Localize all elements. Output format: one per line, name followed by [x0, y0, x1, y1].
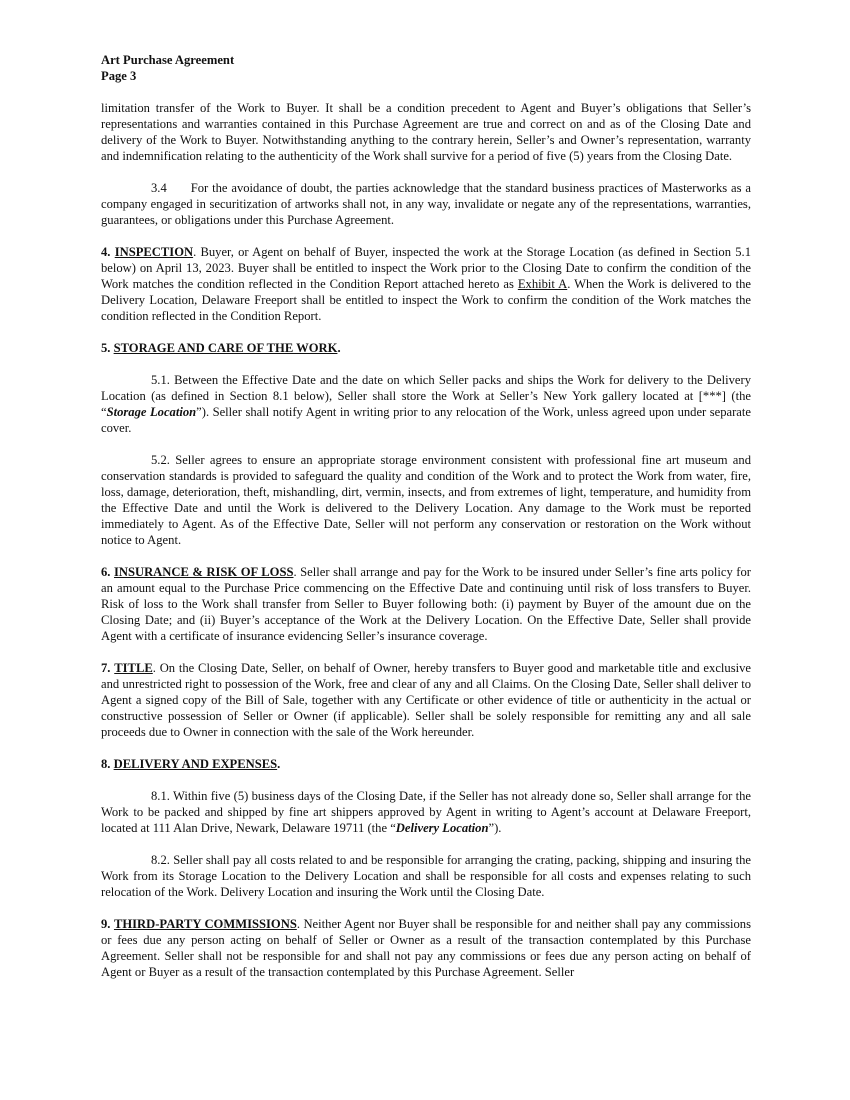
document-title: Art Purchase Agreement: [101, 53, 235, 67]
section-number: 4.: [101, 245, 111, 259]
paragraph-8-1: [101, 788, 751, 836]
section-number: 7.: [101, 661, 111, 675]
section-title: INSURANCE & RISK OF LOSS: [113, 565, 294, 579]
section-title: DELIVERY AND EXPENSES: [113, 757, 278, 771]
section-9-commissions: [101, 916, 751, 980]
section-title: STORAGE AND CARE OF THE WORK: [113, 341, 338, 355]
section-5-heading: 5. STORAGE AND CARE OF THE WORK.: [101, 341, 341, 355]
section-text: . When the Work is delivered to the Delivery Location, Delaware Freeport shall be entitled to inspect the Work to confirm the condition of the Work matches the condition reflected in the Condition Report.: [101, 277, 751, 323]
defined-term: Storage Location: [106, 405, 197, 419]
paragraph-3-4: [101, 180, 751, 228]
section-6-insurance: [101, 564, 751, 644]
section-title: THIRD-PARTY COMMISSIONS: [113, 917, 297, 931]
section-number: 3.4: [151, 181, 167, 195]
paragraph-text: For the avoidance of doubt, the parties acknowledge that the standard business practices of Masterworks as a company engaged in securitization of artworks shall not, in any way, invalidate or negate any of the representations, warranties, guarantees, or obligations under this Purchase Agreement.: [101, 181, 751, 227]
section-number: 9.: [101, 917, 111, 931]
section-text: . Seller shall arrange and pay for the Work to be insured under Seller’s fine arts policy for an amount equal to the Purchase Price commencing on the Effective Date and continuing until risk of loss transfers to Buyer. Risk of loss to the Work shall transfer from Seller to Buyer following both: (i) payment by Buyer of the amount due on the Closing Date; and (ii) Buyer’s acceptance of the Work at the Delivery Location. On the Effective Date, Seller shall provide Agent with a certificate of insurance evidencing Seller’s insurance coverage.: [101, 565, 751, 643]
paragraph-text: 8.1. Within five (5) business days of the Closing Date, if the Seller has not already done so, Seller shall arrange for the Work to be packed and shipped by fine art shippers approved by Agent in writing to Agent’s account at Delaware Freeport, located at 111 Alan Drive, Newark, Delaware 19711 (the “: [101, 789, 751, 835]
paragraph-continuation: limitation transfer of the Work to Buyer. It shall be a condition precedent to Agent and Buyer’s obligations that Seller’s representations and warranties contained in this Purchase Agreement are true and correct on and as of the Closing Date and delivery of the Work to Buyer. Notwithstanding anything to the contrary herein, Seller’s and Owner’s representation, warranty and indemnification relating to the authenticity of the Work shall survive for a period of five (5) years from the Closing Date.: [101, 101, 751, 163]
document-page: [101, 52, 751, 996]
section-number: 6.: [101, 565, 111, 579]
paragraph-text: 5.1. Between the Effective Date and the date on which Seller packs and ships the Work for delivery to the Delivery Location (as defined in Section 8.1 below), Seller shall store the Work at Seller’s New York gallery located at [***] (the “: [101, 373, 751, 419]
section-title: INSPECTION: [114, 245, 194, 259]
section-number: 8.: [101, 757, 111, 771]
section-4-inspection: [101, 244, 751, 324]
paragraph-5-1: [101, 372, 751, 436]
section-7-title: [101, 660, 751, 740]
section-number: 5.: [101, 341, 111, 355]
section-title: TITLE: [114, 661, 153, 675]
section-text: . Neither Agent nor Buyer shall be responsible for and neither shall pay any commissions or fees due any person acting on behalf of Seller or Owner as a result of the transaction contemplated by this Purchase Agreement. Seller shall not be responsible for and shall not pay any commissions or fees due any person acting on behalf of Agent or Buyer as a result of the transaction contemplated by this Purchase Agreement. Seller: [101, 917, 751, 979]
section-text: . On the Closing Date, Seller, on behalf of Owner, hereby transfers to Buyer good and marketable title and exclusive and unrestricted right to possession of the Work, free and clear of any and all Claims. On the Closing Date, Seller shall deliver to Agent a signed copy of the Bill of Sale, together with any Certificate or other evidence of title or authenticity in the actual or constructive possession of Seller or Owner (if applicable). Seller shall be solely responsible for remitting any and all sale proceeds due to Owner in connection with the sale of the Work hereunder.: [101, 661, 751, 739]
paragraph-text: ”). Seller shall notify Agent in writing prior to any relocation of the Work, unless agreed upon under separate cover.: [101, 405, 751, 435]
exhibit-reference: Exhibit A: [517, 277, 568, 291]
defined-term: Delivery Location: [395, 821, 489, 835]
paragraph-8-2: 8.2. Seller shall pay all costs related to and be responsible for arranging the crating, packing, shipping and insuring the Work from its Storage Location to the Delivery Location and shall be responsible for all costs and expenses relating to such relocation of the Work. Delivery Location and insuring the Work until the Closing Date.: [101, 853, 751, 899]
section-8-heading: 8. DELIVERY AND EXPENSES.: [101, 757, 281, 771]
page-number: Page 3: [101, 69, 137, 83]
paragraph-5-2: 5.2. Seller agrees to ensure an appropriate storage environment consistent with professional fine art museum and conservation standards is provided to safeguard the quality and condition of the Work and to protect the Work from water, fire, loss, damage, deterioration, theft, mishandling, dirt, vermin, insects, and from extremes of light, temperature, and humidity from the Effective Date and until the Work is delivered to the Delivery Location. Any damage to the Work must be reported immediately to Agent. As of the Effective Date, Seller will not perform any conservation or restoration on the Work without notice to Agent.: [101, 453, 751, 547]
section-text: . Buyer, or Agent on behalf of Buyer, inspected the work at the Storage Location (as defined in Section 5.1 below) on April 13, 2023. Buyer shall be entitled to inspect the Work prior to the Closing Date to confirm the condition of the Work matches the condition reflected in the Condition Report attached hereto as: [101, 245, 751, 291]
paragraph-text: ”).: [488, 821, 502, 835]
